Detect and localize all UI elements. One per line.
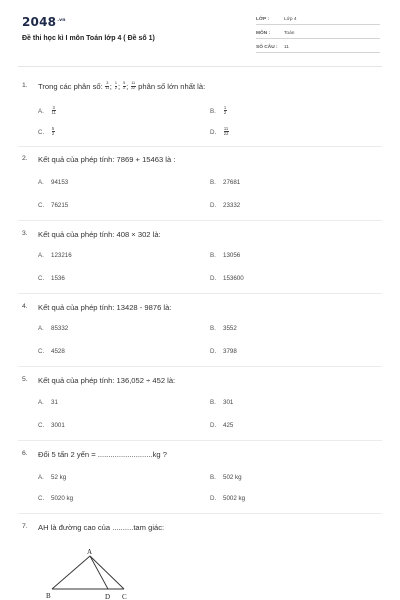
question-separator: [18, 220, 382, 221]
triangle-side-ab: [52, 556, 90, 589]
header-divider: [18, 66, 382, 67]
subject-label: MÔN :: [256, 31, 271, 36]
question-number: 5.: [22, 376, 28, 383]
question-text: Kết quả của phép tính: 408 × 302 là:: [38, 229, 161, 239]
fraction: $\frac{11}{22}$: [131, 81, 136, 90]
answer-option-a[interactable]: A. 85332: [38, 325, 69, 332]
question-number: 6.: [22, 450, 28, 457]
answer-option-b[interactable]: B. 13056: [210, 252, 241, 259]
answer-option-a[interactable]: A. 94153: [38, 179, 69, 186]
question-text: Kết quả của phép tính: 7869 + 15463 là :: [38, 154, 176, 164]
question-separator: [18, 146, 382, 147]
triangle-side-ac: [90, 556, 124, 589]
answer-option-b[interactable]: B. $\frac{1}{2}$: [210, 105, 227, 116]
answer-option-c[interactable]: C. 76215: [38, 202, 69, 209]
class-field: [256, 14, 380, 25]
question-number: 2.: [22, 155, 28, 162]
class-label: LỚP :: [256, 17, 270, 22]
answer-option-d[interactable]: D. 425: [210, 422, 234, 429]
triangle-figure: [38, 546, 138, 600]
site-logo[interactable]: $2048^{.vn}$: [22, 15, 66, 29]
fraction: $\frac{1}{2}$: [114, 81, 118, 90]
answer-option-c[interactable]: C. 3001: [38, 422, 65, 429]
answer-option-d[interactable]: D. 5002 kg: [210, 495, 246, 502]
vertex-label-c: C: [122, 593, 127, 600]
answer-option-d[interactable]: D. 23332: [210, 202, 241, 209]
answer-option-b[interactable]: B. 3552: [210, 325, 237, 332]
answer-option-a[interactable]: A. 31: [38, 399, 58, 406]
question-count-label: SỐ CÂU :: [256, 45, 278, 50]
question-separator: [18, 293, 382, 294]
question-separator: [18, 513, 382, 514]
answer-option-c[interactable]: C. $\frac{5}{2}$: [38, 126, 55, 137]
question-number: 3.: [22, 230, 28, 237]
question-separator: [18, 366, 382, 367]
question-number: 7.: [22, 523, 28, 530]
subject-value: Toán: [284, 31, 295, 36]
answer-option-d[interactable]: D. 153600: [210, 275, 244, 282]
exam-title: Đề thi học kì I môn Toán lớp 4 ( Đề số 1): [22, 35, 155, 42]
vertex-label-d: D: [105, 593, 111, 600]
answer-option-a[interactable]: A. 52 kg: [38, 474, 67, 481]
class-value: Lớp 4: [284, 17, 297, 22]
answer-option-d[interactable]: D. $\frac{11}{22}$: [210, 126, 229, 137]
vertex-label-a: A: [87, 548, 93, 556]
triangle-side-ad: [90, 556, 108, 589]
question-text: Đổi 5 tấn 2 yến = ..........................kg ?: [38, 449, 167, 459]
question-number: 4.: [22, 303, 28, 310]
answer-option-a[interactable]: A. $\frac{3}{11}$: [38, 105, 56, 116]
question-text: Trong các phân số: $\frac{3}{11}$ ; $\frac{1}{2}$ ; $\frac{5}{2}$ ; $\frac{11}{22}$ phân số lớn nhất là:: [38, 81, 206, 91]
answer-option-b[interactable]: B. 502 kg: [210, 474, 242, 481]
answer-option-b[interactable]: B. 301: [210, 399, 234, 406]
question-number: 1.: [22, 82, 28, 89]
answer-option-a[interactable]: A. 123216: [38, 252, 72, 259]
question-count-field: [256, 42, 380, 53]
question-text: AH là đường cao của ..........tam giác:: [38, 522, 165, 532]
question-count-value: 11: [284, 45, 289, 50]
answer-option-b[interactable]: B. 27681: [210, 179, 241, 186]
answer-option-c[interactable]: C. 5020 kg: [38, 495, 74, 502]
exam-header: [0, 0, 400, 64]
subject-field: [256, 28, 380, 39]
fraction: $\frac{3}{11}$: [105, 81, 110, 90]
vertex-label-b: B: [46, 592, 51, 600]
answer-option-c[interactable]: C. 4528: [38, 348, 65, 355]
question-text: Kết quả của phép tính: 136,052 ÷ 452 là:: [38, 375, 176, 385]
question-separator: [18, 440, 382, 441]
fraction: $\frac{5}{2}$: [123, 81, 126, 90]
answer-option-c[interactable]: C. 1536: [38, 275, 65, 282]
answer-option-d[interactable]: D. 3798: [210, 348, 237, 355]
question-text: Kết quả của phép tính: 13428 - 9876 là:: [38, 302, 172, 312]
